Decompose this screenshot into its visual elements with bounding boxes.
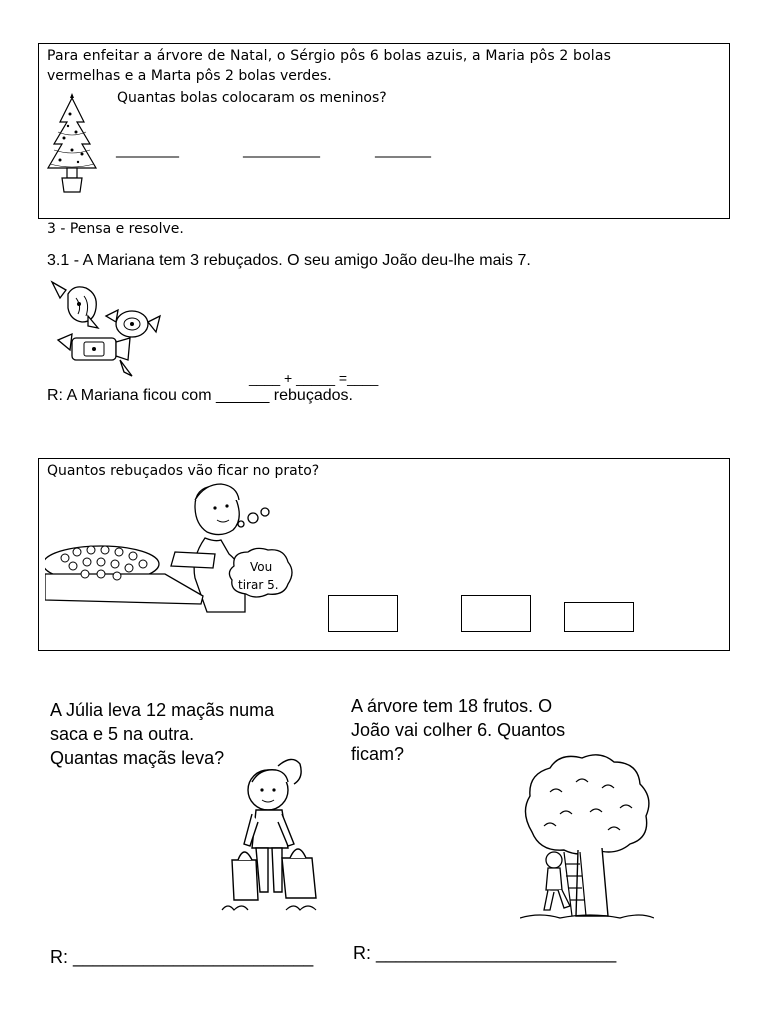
answer-box-3[interactable] (564, 602, 634, 632)
fruit-tree-problem-line2: João vai colher 6. Quantos (351, 720, 566, 740)
christmas-problem-question: Quantas bolas colocaram os meninos? (117, 90, 387, 106)
apples-problem-line2: saca e 5 na outra. (50, 724, 195, 744)
fruit-tree-problem-line1: A árvore tem 18 frutos. O (351, 696, 553, 716)
christmas-problem-text-line1: Para enfeitar a árvore de Natal, o Sérgio pôs 6 bolas azuis, a Maria pôs 2 bolas (47, 48, 612, 64)
apples-problem-line3: Quantas maçãs leva? (50, 748, 225, 768)
answer-blank-1[interactable]: _________ (116, 142, 179, 158)
candy-problem-text: 3.1 - A Mariana tem 3 rebuçados. O seu amigo João deu-lhe mais 7. (47, 252, 531, 269)
christmas-tree-illustration (40, 92, 104, 198)
candy-answer-line[interactable]: R: A Mariana ficou com ______ rebuçados. (47, 387, 353, 404)
fruit-tree-answer-line[interactable]: R: ________________________ (353, 943, 617, 963)
thought-bubble-line1: Vou (250, 560, 273, 574)
apples-problem-line1: A Júlia leva 12 maçãs numa (50, 700, 275, 720)
plate-problem-question: Quantos rebuçados vão ficar no prato? (47, 463, 320, 479)
answer-blank-2[interactable]: ___________ (243, 142, 320, 158)
fruit-tree-illustration (520, 752, 654, 924)
section-heading: 3 - Pensa e resolve. (47, 221, 184, 237)
fruit-tree-problem-line3: ficam? (351, 744, 405, 764)
girl-with-bags-illustration (216, 752, 328, 922)
christmas-problem-text-line2: vermelhas e a Marta pôs 2 bolas verdes. (47, 68, 332, 84)
candies-illustration (44, 276, 164, 380)
equation-blanks[interactable]: ____ + _____ =____ (249, 370, 379, 386)
apples-answer-line[interactable]: R: ________________________ (50, 947, 314, 967)
thought-bubble-line2: tirar 5. (238, 578, 279, 592)
answer-box-1[interactable] (328, 595, 398, 632)
answer-box-2[interactable] (461, 595, 531, 632)
answer-blank-3[interactable]: ________ (375, 142, 431, 158)
